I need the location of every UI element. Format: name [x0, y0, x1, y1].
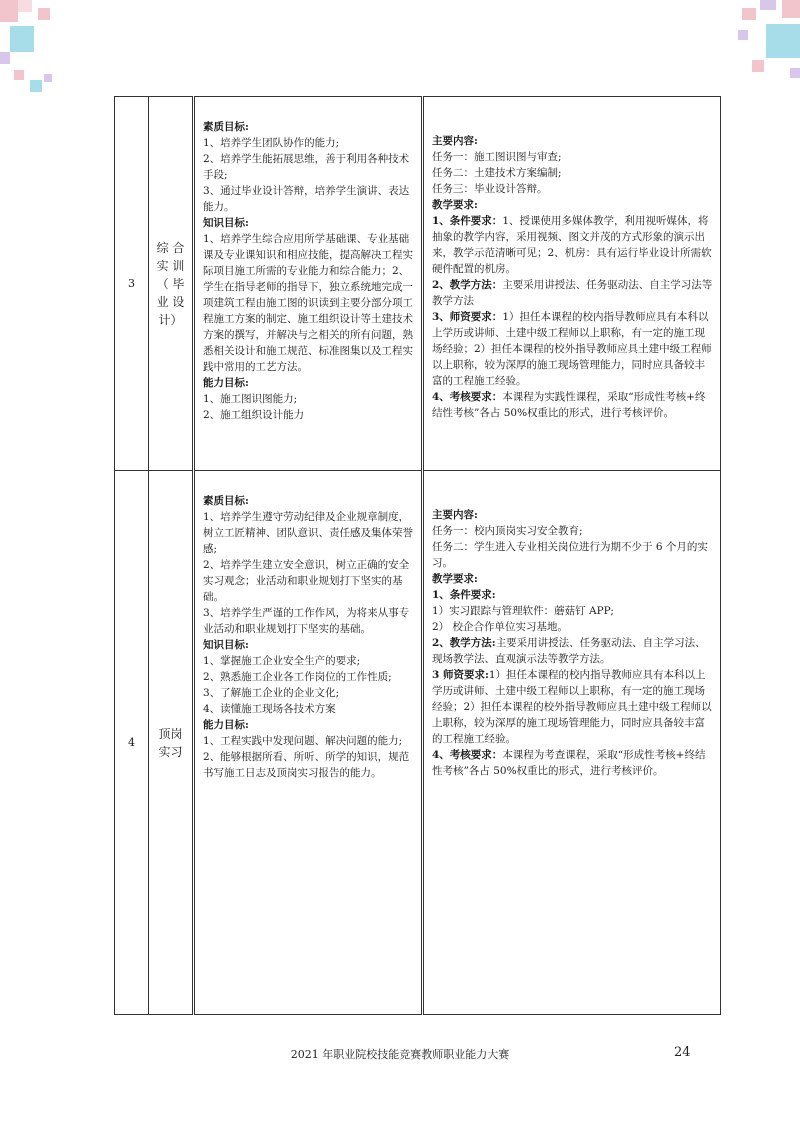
- course-content: [423, 471, 721, 1015]
- content-line: [432, 619, 714, 635]
- content-label: 2、教学方法：: [432, 279, 503, 291]
- curriculum-table: [114, 96, 721, 1015]
- content-line: [432, 523, 714, 539]
- objective-line: 2、施工组织设计能力: [203, 409, 305, 421]
- content-line: [432, 747, 714, 779]
- content-line: [432, 149, 714, 165]
- content-line: [432, 635, 714, 667]
- content-text: 任务一：校内顶岗实习安全教育;: [432, 525, 583, 537]
- content-line: [432, 389, 714, 421]
- objective-line: 1、工程实践中发现问题、解决问题的能力;: [203, 735, 403, 747]
- content-label: 主要内容:: [432, 509, 478, 521]
- row-number: 3: [115, 97, 149, 471]
- content-text: 1）担任本课程的校内指导教师应具有本科以上学历或讲师、土建中级工程师以上职称，有一定的施工现场经验；2）担任本课程的校外指导教师应具土建中级工程师以上职称，较为深厚的施工现场管理能力，同时应具备较丰富的工程施工经验。: [432, 311, 712, 387]
- content-line: [432, 539, 714, 571]
- objective-line: 4、读懂施工现场各技术方案: [203, 703, 336, 715]
- content-label: 教学要求:: [432, 573, 478, 585]
- content-text: 本课程为实践性课程，采取“形成性考核+终结性考核”各占 50%权重比的形式，进行考核评价。: [432, 391, 706, 419]
- content-label: 4、考核要求：: [432, 749, 503, 761]
- content-line: [432, 213, 714, 277]
- content-label: 4、考核要求：: [432, 391, 503, 403]
- content-text: 主要采用讲授法、任务驱动法、自主学习法等教学方法: [432, 279, 713, 307]
- objective-heading: 能力目标:: [203, 719, 249, 731]
- row-number: 4: [115, 471, 149, 1015]
- content-line: [432, 165, 714, 181]
- content-label: 主要内容:: [432, 135, 478, 147]
- objective-line: 3、了解施工企业的企业文化;: [203, 687, 340, 699]
- objective-heading: 素质目标:: [203, 121, 249, 133]
- content-line: [432, 181, 714, 197]
- objective-heading: 知识目标:: [203, 217, 249, 229]
- content-text: 1）实习跟踪与管理软件：蘑菇钉 APP;: [432, 605, 614, 617]
- objective-heading: 能力目标:: [203, 377, 249, 389]
- content-label: 3、师资要求：: [432, 311, 503, 323]
- course-name: 综 合 实 训 （ 毕 业 设 计）: [149, 97, 194, 471]
- course-objectives: [194, 471, 423, 1015]
- course-name: 顶岗实习: [149, 471, 194, 1015]
- course-content: [423, 97, 721, 471]
- objective-line: 1、培养学生团队协作的能力;: [203, 137, 340, 149]
- content-line: [432, 133, 714, 149]
- content-text: 任务三：毕业设计答辩。: [432, 183, 548, 195]
- content-line: [432, 197, 714, 213]
- page-footer: 2021 年职业院校技能竞赛教师职业能力大赛: [290, 1048, 510, 1061]
- objective-line: 1、培养学生遵守劳动纪律及企业规章制度，树立工匠精神、团队意识、责任感及集体荣誉感;: [203, 511, 413, 555]
- objective-line: 2、培养学生能拓展思维，善于利用各种技术手段;: [203, 153, 410, 181]
- content-text: 任务二：土建技术方案编制;: [432, 167, 562, 179]
- objective-heading: 知识目标:: [203, 639, 249, 651]
- content-label: 教学要求:: [432, 199, 478, 211]
- content-label: 1、条件要求：: [432, 215, 503, 227]
- content-label: 2、教学方法:: [432, 637, 496, 649]
- objective-line: 2、培养学生建立安全意识，树立正确的安全实习观念；业活动和职业规划打下坚实的基础。: [203, 559, 410, 603]
- content-label: 3 师资要求:: [432, 669, 489, 681]
- objective-line: 1、施工图识图能力;: [203, 393, 298, 405]
- objective-line: 2、能够根据所看、所听、所学的知识，规范书写施工日志及顶岗实习报告的能力。: [203, 751, 410, 779]
- objective-line: 3、通过毕业设计答辩，培养学生演讲、表达能力。: [203, 185, 410, 213]
- content-text: 2） 校企合作单位实习基地。: [432, 621, 569, 633]
- content-text: 任务二：学生进入专业相关岗位进行为期不少于 6 个月的实习。: [432, 541, 708, 569]
- content-text: 1）担任本课程的校内指导教师应具有本科以上学历或讲师、土建中级工程师以上职称，有一定的施工现场经验；2）担任本课程的校外指导教师应具土建中级工程师以上职称，较为深厚的施工现场管理能力，同时应具备较丰富的工程施工经验。: [432, 669, 712, 745]
- objective-heading: 素质目标:: [203, 495, 249, 507]
- content-line: [432, 571, 714, 587]
- table-row: [115, 471, 721, 1015]
- page-number: 24: [674, 1045, 691, 1060]
- objective-line: 1、培养学生综合应用所学基础课、专业基础课及专业课知识和相应技能，提高解决工程实际项目施工所需的专业能力和综合能力；2、学生在指导老师的指导下，独立系统地完成一项建筑工程由施工图的识读到主要分部分项工程施工方案的制定、施工组织设计等土建技术方案的撰写，并解决与之相关的所有问题，熟悉相关设计和施工规范、标准图集以及工程实践中常用的工艺方法。: [203, 233, 413, 373]
- content-line: [432, 277, 714, 309]
- content-text: 本课程为考查课程，采取“形成性考核+终结性考核”各占 50%权重比的形式，进行考核评价。: [432, 749, 706, 777]
- objective-line: 1、掌握施工企业安全生产的要求;: [203, 655, 361, 667]
- content-text: 任务一：施工图识图与审查;: [432, 151, 562, 163]
- content-line: [432, 603, 714, 619]
- content-line: [432, 587, 714, 603]
- table-row: [115, 97, 721, 471]
- course-objectives: [194, 97, 423, 471]
- content-text: 主要采用讲授法、任务驱动法、自主学习法、现场教学法、直观演示法等教学方法。: [432, 637, 706, 665]
- objective-line: 2、熟悉施工企业各工作岗位的工作性质;: [203, 671, 392, 683]
- content-line: [432, 667, 714, 747]
- content-line: [432, 309, 714, 389]
- objective-line: 3、培养学生严谨的工作作风，为将来从事专业活动和职业规划打下坚实的基础。: [203, 607, 410, 635]
- content-label: 1、条件要求:: [432, 589, 496, 601]
- content-text: 1、授课使用多媒体教学，利用视听媒体，将抽象的教学内容，采用视频、图文并茂的方式形象的演示出来，教学示范清晰可见；2、机房：具有运行毕业设计所需软硬件配置的机房。: [432, 215, 712, 275]
- content-line: [432, 507, 714, 523]
